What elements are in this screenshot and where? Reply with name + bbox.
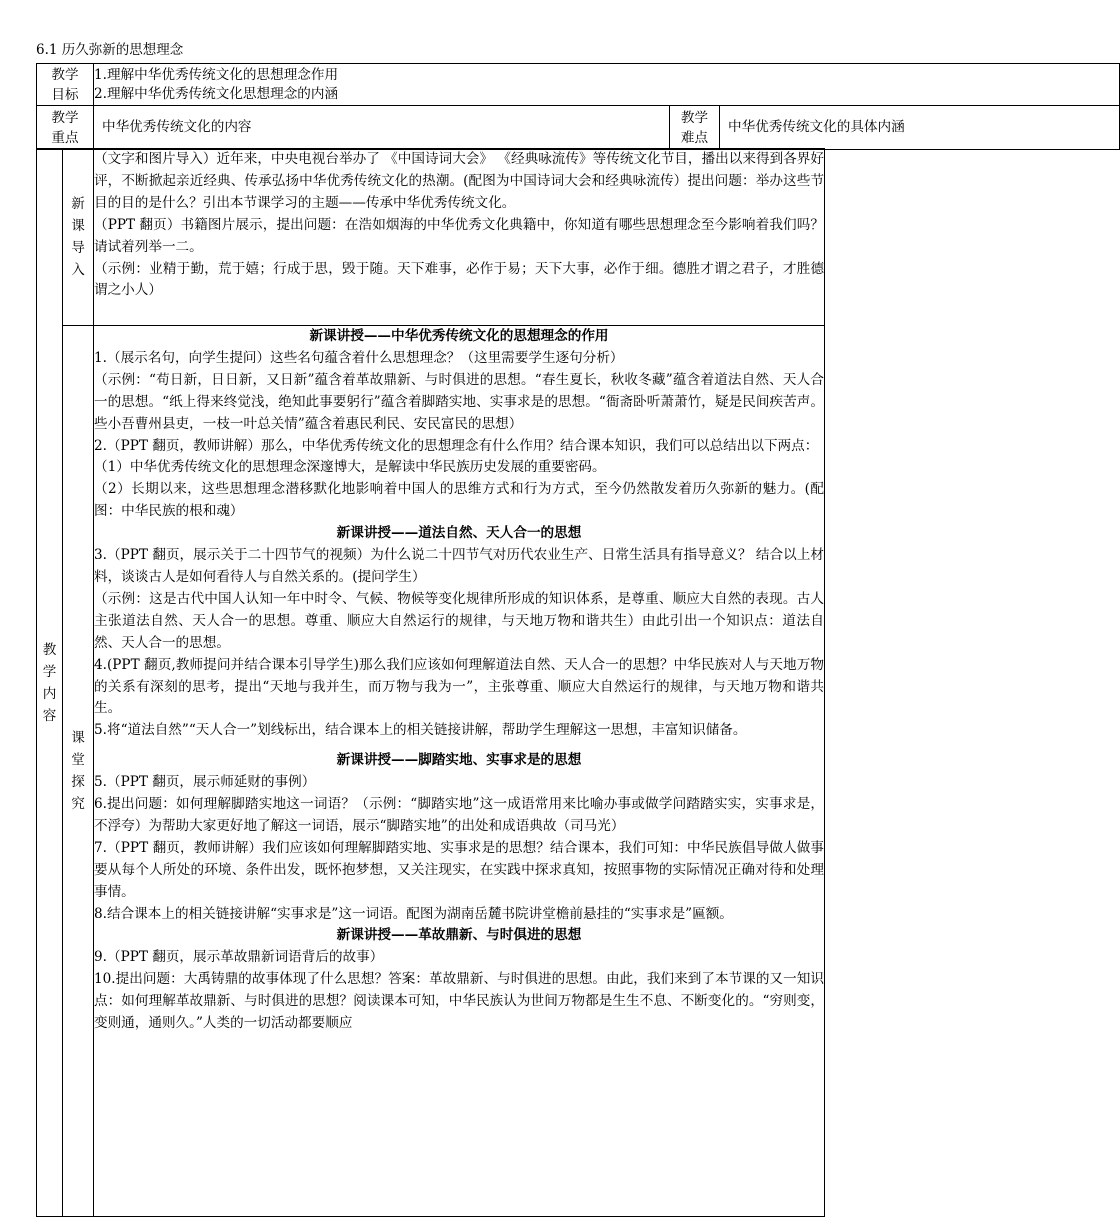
section-paragraph: 9.（PPT 翻页，展示革故鼎新词语背后的故事） — [94, 949, 384, 966]
explore-row — [37, 326, 825, 1217]
section-paragraph: 3.（PPT 翻页，展示关于二十四节气的视频）为什么说二十四节气对历代农业生产、日常生活具有指导意义？ 结合以上材料，谈谈古人是如何看待人与自然关系的。(提问学生） — [94, 547, 824, 585]
section-paragraph: 1.（展示名句，向学生提问）这些名句蕴含着什么思想理念？（这里需要学生逐句分析） — [94, 349, 624, 366]
section-title: 新课讲授——革故鼎新、与时俱进的思想 — [336, 927, 582, 944]
section-paragraph: 5.将“道法自然”“天人合一”划线标出，结合课本上的相关链接讲解，帮助学生理解这一思想，丰富知识储备。 — [94, 722, 747, 739]
section-title: 新课讲授——中华优秀传统文化的思想理念的作用 — [309, 328, 609, 344]
intro-label — [63, 149, 94, 326]
difficulty-text: 中华优秀传统文化的具体内涵 — [720, 106, 1120, 150]
content-label-text: 教学内容 — [42, 641, 57, 724]
objective-item: 2.理解中华优秀传统文化思想理念的内涵 — [94, 85, 339, 102]
difficulty-label-text: 教学难点 — [680, 109, 709, 146]
objectives-label-text: 教学目标 — [51, 66, 79, 103]
section-paragraph: 6.提出问题：如何理解脚踏实地这一词语？（示例：“脚踏实地”这一成语常用来比喻办事或做学问踏踏实实，实事求是，不浮夸）为帮助大家更好地了解这一词语，展示“脚踏实地”的出处和成语典故（司马光） — [94, 796, 824, 834]
section-paragraph: （1）中华优秀传统文化的思想理念深邃博大，是解读中华民族历史发展的重要密码。 — [94, 459, 606, 476]
explore-label-text: 课堂探究 — [71, 730, 85, 812]
intro-paragraph: （文字和图片导入）近年来，中央电视台举办了 《中国诗词大会》 《经典咏流传》等传统文化节目，播出以来得到各界好评，不断掀起亲近经典、传承弘扬中华优秀传统文化的热潮。(配图为中国诗词大会和经典咏流传）提出问题：举办这些节目的目的是什么？引出本节课学习的主题——传承中华优秀传统文化。 — [94, 151, 824, 211]
objectives-list — [94, 64, 1120, 106]
content-label — [37, 149, 63, 1217]
section-title: 新课讲授——道法自然、天人合一的思想 — [336, 525, 582, 542]
intro-content — [94, 149, 825, 326]
key-points-label — [37, 106, 94, 150]
section-paragraph: 5.（PPT 翻页，展示师延财的事例） — [94, 774, 316, 791]
intro-paragraph: （示例：业精于勤，荒于嬉；行成于思，毁于随。天下难事，必作于易；天下大事，必作于细。德胜才谓之君子，才胜德谓之小人） — [94, 260, 824, 299]
content-table — [36, 148, 825, 1217]
section-paragraph: 7.（PPT 翻页，教师讲解）我们应该如何理解脚踏实地、实事求是的思想？结合课本，我们可知：中华民族倡导做人做事要从每个人所处的环境、条件出发，既怀抱梦想，又关注现实，在实践中探求真知，按照事物的实际情况正确对待和处理事情。 — [94, 839, 824, 900]
objectives-row — [37, 64, 1120, 106]
key-points-row — [37, 106, 1120, 150]
explore-content — [94, 326, 825, 1217]
section-paragraph: （2）长期以来，这些思想理念潜移默化地影响着中国人的思维方式和行为方式，至今仍然散发着历久弥新的魅力。(配图：中华民族的根和魂） — [94, 481, 824, 520]
lesson-plan-table — [36, 63, 1120, 150]
intro-row — [37, 149, 825, 326]
key-points-label-text: 教学重点 — [51, 109, 79, 146]
section-paragraph: （示例：“苟日新，日日新，又日新”蕴含着革故鼎新、与时俱进的思想。“春生夏长，秋收冬藏”蕴含着道法自然、天人合一的思想。“纸上得来终觉浅，绝知此事要躬行”蕴含着脚踏实地、实事求是的思想。“衙斋卧听萧萧竹，疑是民间疾苦声。些小吾曹州县吏，一枝一叶总关情”蕴含着惠民利民、安民富民的思想） — [94, 371, 824, 432]
section-paragraph: 4.(PPT 翻页,教师提问并结合课本引导学生)那么我们应该如何理解道法自然、天人合一的思想？中华民族对人与天地万物的关系有深刻的思考，提出“天地与我并生，而万物与我为一”，主张尊重、顺应大自然运行的规律，与天地万物和谐共生。 — [94, 656, 824, 717]
objectives-label — [37, 64, 94, 106]
intro-label-text: 新课导入 — [71, 196, 85, 278]
explore-label — [63, 326, 94, 1217]
key-points-text: 中华优秀传统文化的内容 — [94, 106, 670, 150]
objective-item: 1.理解中华优秀传统文化的思想理念作用 — [94, 66, 339, 83]
document-title: 6.1 历久弥新的思想理念 — [36, 42, 184, 58]
section-paragraph: 2.（PPT 翻页，教师讲解）那么，中华优秀传统文化的思想理念有什么作用？结合课本知识，我们可以总结出以下两点： — [94, 437, 819, 454]
intro-paragraph: （PPT 翻页）书籍图片展示，提出问题：在浩如烟海的中华优秀文化典籍中，你知道有哪些思想理念至今影响着我们吗？请试着列举一二。 — [94, 216, 824, 255]
section-title: 新课讲授——脚踏实地、实事求是的思想 — [336, 752, 582, 769]
section-paragraph: 10.提出问题：大禹铸鼎的故事体现了什么思想？答案：革故鼎新、与时俱进的思想。由此，我们来到了本节课的又一知识点：如何理解革故鼎新、与时俱进的思想？阅读课本可知，中华民族认为世间万物都是生生不息、不断变化的。“穷则变，变则通，通则久。”人类的一切活动都要顺应 — [94, 971, 824, 1032]
section-paragraph: 8.结合课本上的相关链接讲解“实事求是”这一词语。配图为湖南岳麓书院讲堂檐前悬挂的“实事求是”匾额。 — [94, 905, 733, 922]
difficulty-label — [670, 106, 720, 150]
section-paragraph: （示例：这是古代中国人认知一年中时令、气候、物候等变化规律所形成的知识体系，是尊重、顺应大自然的表现。古人主张道法自然、天人合一的思想。尊重、顺应大自然运行的规律，与天地万物和谐共生）由此引出一个知识点：道法自然、天人合一的思想。 — [94, 590, 824, 651]
